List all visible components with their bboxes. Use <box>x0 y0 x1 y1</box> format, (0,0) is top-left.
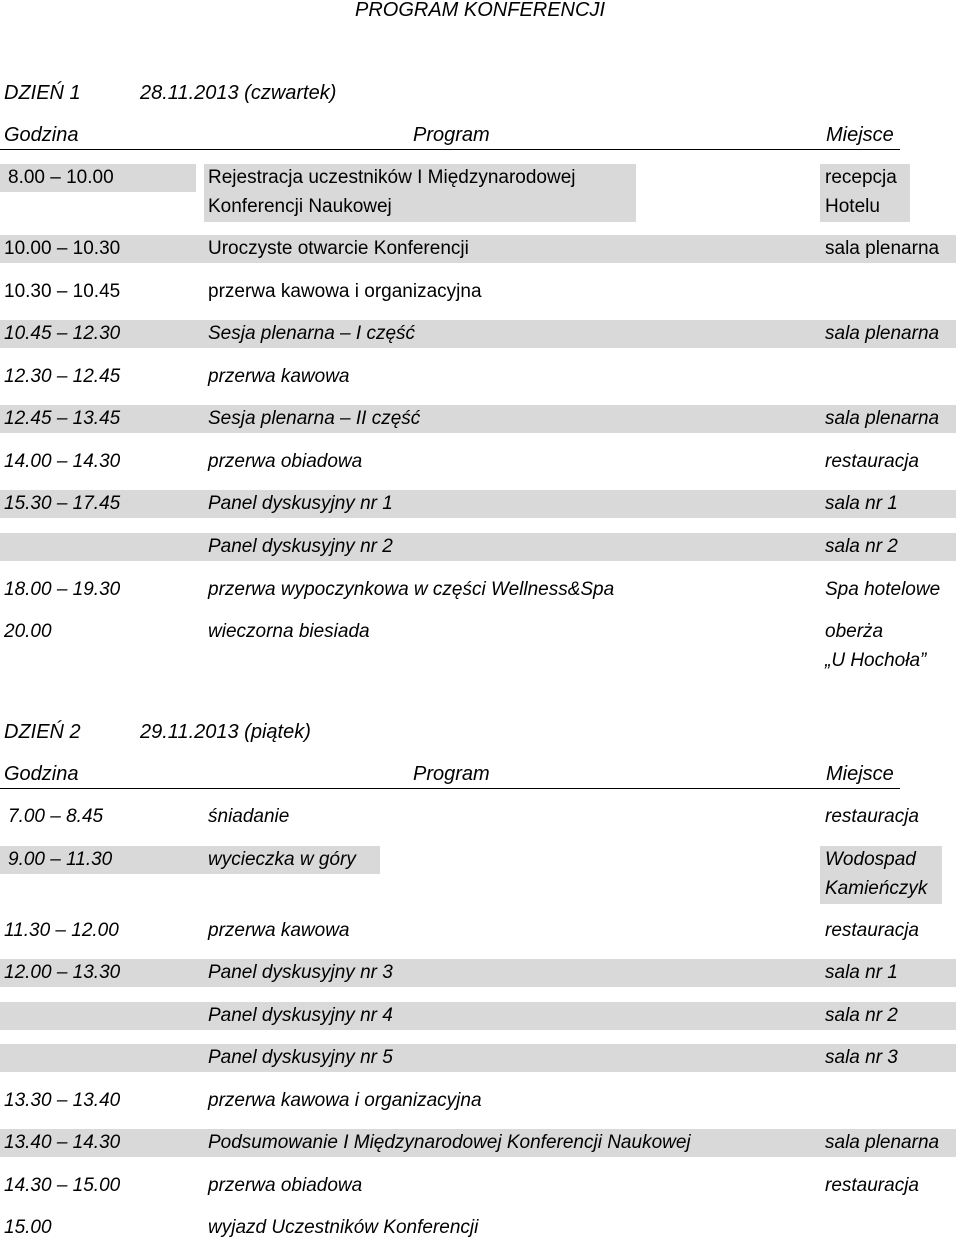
row-time: 11.30 – 12.00 <box>4 920 119 941</box>
table-row <box>0 959 960 987</box>
row-time: 15.00 <box>4 1217 52 1238</box>
row-program: przerwa obiadowa <box>208 1175 363 1196</box>
table-row <box>0 490 960 518</box>
row-program: wieczorna biesiada <box>208 621 370 642</box>
row-program: Panel dyskusyjny nr 2 <box>208 536 393 557</box>
row-time: 8.00 – 10.00 <box>8 167 114 188</box>
row-time: 10.30 – 10.45 <box>4 281 121 302</box>
row-time: 13.30 – 13.40 <box>4 1090 121 1111</box>
row-place: sala plenarna <box>825 408 940 429</box>
row-place: restauracja <box>825 1175 919 1196</box>
row-place: Hotelu <box>825 196 880 217</box>
header-program: Program <box>413 763 490 785</box>
row-program: przerwa kawowa <box>208 920 350 941</box>
row-program: przerwa obiadowa <box>208 451 363 472</box>
day2-date: 29.11.2013 (piątek) <box>140 721 311 743</box>
row-place: restauracja <box>825 920 919 941</box>
row-place: sala nr 1 <box>825 962 898 983</box>
table-row <box>0 278 960 306</box>
page-title: PROGRAM KONFERENCJI <box>354 0 606 21</box>
day1-label: DZIEŃ 1 <box>4 82 81 104</box>
table-row <box>0 235 960 263</box>
table-row <box>0 448 960 476</box>
row-program: śniadanie <box>208 806 290 827</box>
table-row <box>0 1129 960 1157</box>
table-row <box>0 533 960 561</box>
table-row <box>0 803 960 831</box>
row-place: Spa hotelowe <box>825 579 941 600</box>
row-program: Panel dyskusyjny nr 1 <box>208 493 393 514</box>
table-row <box>0 164 960 222</box>
row-time: 14.00 – 14.30 <box>4 451 121 472</box>
row-time: 14.30 – 15.00 <box>4 1175 121 1196</box>
row-time: 7.00 – 8.45 <box>8 806 104 827</box>
row-program: Podsumowanie I Międzynarodowej Konferencji Naukowej <box>208 1132 691 1153</box>
row-program: wycieczka w góry <box>208 849 356 870</box>
row-time: 13.40 – 14.30 <box>4 1132 121 1153</box>
row-program: przerwa kawowa <box>208 366 350 387</box>
header-place: Miejsce <box>826 124 894 146</box>
header-place: Miejsce <box>826 763 894 785</box>
row-place: sala plenarna <box>825 1132 940 1153</box>
table-row <box>0 846 960 904</box>
header-program: Program <box>413 124 490 146</box>
row-time: 12.00 – 13.30 <box>4 962 121 983</box>
row-place: restauracja <box>825 451 919 472</box>
table-row <box>0 1087 960 1115</box>
row-program: przerwa kawowa i organizacyjna <box>208 1090 482 1111</box>
row-place: Kamieńczyk <box>825 878 928 899</box>
row-place: sala nr 2 <box>825 1005 898 1026</box>
row-time: 10.00 – 10.30 <box>4 238 121 259</box>
header-time: Godzina <box>4 124 79 146</box>
table-row <box>0 1172 960 1200</box>
row-time: 12.30 – 12.45 <box>4 366 121 387</box>
table-row <box>0 1002 960 1030</box>
day2-column-headers <box>0 760 900 789</box>
day1-date: 28.11.2013 (czwartek) <box>140 82 337 104</box>
row-program: wyjazd Uczestników Konferencji <box>208 1217 479 1238</box>
row-program: Rejestracja uczestników I Międzynarodowej <box>208 167 576 188</box>
table-row <box>0 1044 960 1072</box>
row-time: 18.00 – 19.30 <box>4 579 121 600</box>
row-program: Panel dyskusyjny nr 5 <box>208 1047 393 1068</box>
row-program: Panel dyskusyjny nr 3 <box>208 962 393 983</box>
row-time: 20.00 <box>4 621 52 642</box>
row-place: „U Hochoła” <box>825 650 927 671</box>
row-place: recepcja <box>825 167 897 188</box>
row-program: przerwa kawowa i organizacyjna <box>208 281 482 302</box>
row-program: Sesja plenarna – I część <box>208 323 416 344</box>
row-place: restauracja <box>825 806 919 827</box>
row-program: Uroczyste otwarcie Konferencji <box>208 238 469 259</box>
row-place: sala nr 2 <box>825 536 898 557</box>
row-place: oberża <box>825 621 884 642</box>
table-row <box>0 405 960 433</box>
row-program: przerwa wypoczynkowa w części Wellness&Spa <box>208 579 615 600</box>
row-program: Sesja plenarna – II część <box>208 408 421 429</box>
row-time: 9.00 – 11.30 <box>8 849 113 870</box>
table-row <box>0 618 960 676</box>
row-place: Wodospad <box>825 849 916 870</box>
row-place: sala plenarna <box>825 238 940 259</box>
row-place: sala nr 3 <box>825 1047 898 1068</box>
row-time: 10.45 – 12.30 <box>4 323 121 344</box>
header-time: Godzina <box>4 763 79 785</box>
row-time: 12.45 – 13.45 <box>4 408 121 429</box>
table-row <box>0 363 960 391</box>
row-place: sala nr 1 <box>825 493 898 514</box>
row-program: Konferencji Naukowej <box>208 196 392 217</box>
table-row <box>0 917 960 945</box>
day2-label: DZIEŃ 2 <box>4 721 81 743</box>
table-row <box>0 1214 960 1242</box>
day1-column-headers <box>0 121 900 150</box>
table-row <box>0 576 960 604</box>
table-row <box>0 320 960 348</box>
row-time: 15.30 – 17.45 <box>4 493 121 514</box>
row-program: Panel dyskusyjny nr 4 <box>208 1005 393 1026</box>
row-place: sala plenarna <box>825 323 940 344</box>
